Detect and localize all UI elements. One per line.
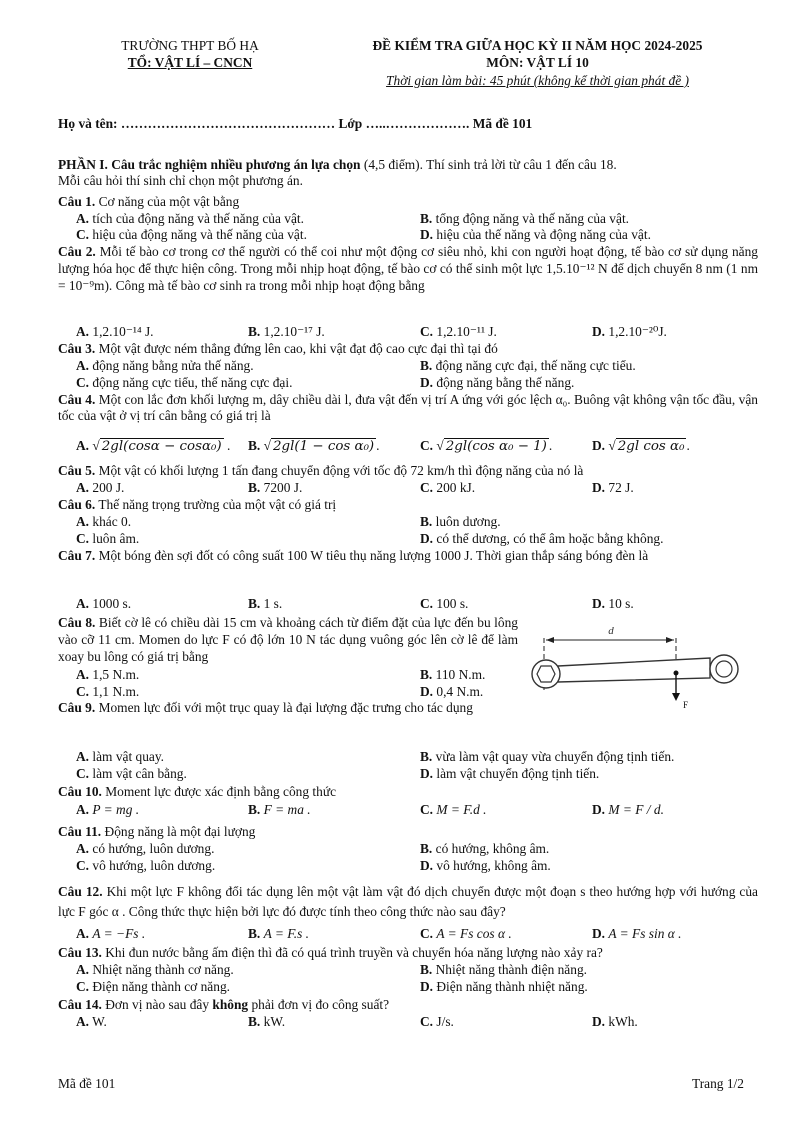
exam-time-text: Thời gian làm bài: 45 phút (không kể thời gian phát đề ) xyxy=(386,73,689,88)
q1-option-a[interactable]: A. tích của động năng và thế năng của vật. xyxy=(76,211,304,226)
question-3: Câu 3. Một vật được ném thẳng đứng lên cao, khi vật đạt độ cao cực đại thì tại đó xyxy=(58,341,498,356)
q8-option-b[interactable]: B. 110 N.m. xyxy=(420,667,486,682)
q3-option-c[interactable]: C. động năng cực tiểu, thế năng cực đại. xyxy=(76,375,293,390)
q9-option-b[interactable]: B. vừa làm vật quay vừa chuyển động tịnh tiến. xyxy=(420,749,675,764)
question-7: Câu 7. Một bóng đèn sợi đốt có công suất 100 W tiêu thụ năng lượng 1000 J. Thời gian thắp sáng bóng đèn là xyxy=(58,548,649,563)
q4-option-b[interactable]: B. √ 2gl(1 − cos α₀) . xyxy=(248,438,380,454)
q11-option-d[interactable]: D. vô hướng, không âm. xyxy=(420,858,551,873)
q5-option-c[interactable]: C. 200 kJ. xyxy=(420,480,476,495)
q2-option-b[interactable]: B. 1,2.10⁻¹⁷ J. xyxy=(248,324,325,339)
part-intro-rest: (4,5 điểm). Thí sinh trả lời từ câu 1 đến câu 18. xyxy=(360,157,617,172)
q7-option-d[interactable]: D. 10 s. xyxy=(592,596,634,611)
q10-option-a[interactable]: A. P = mg . xyxy=(76,802,140,817)
q11-option-b[interactable]: B. có hướng, không âm. xyxy=(420,841,550,856)
q13-option-c[interactable]: C. Điện năng thành cơ năng. xyxy=(76,979,230,994)
question-4: Câu 4. Một con lắc đơn khối lượng m, dây chiều dài l, đưa vật đến vị trí A ứng với góc lệch α₀. Buông vật không vận tốc đầu, vận tốc của vật ở vị trí cân bằng có giá trị là xyxy=(58,392,758,423)
question-1: Câu 1. Cơ năng của một vật bằng xyxy=(58,194,240,209)
question-9: Câu 9. Momen lực đối với một trục quay là đại lượng đặc trưng cho tác dụng xyxy=(58,700,473,715)
question-5: Câu 5. Một vật có khối lượng 1 tấn đang chuyển động với tốc độ 72 km/h thì động năng của nó là xyxy=(58,463,584,478)
q9-option-c[interactable]: C. làm vật cân bằng. xyxy=(76,766,187,781)
q5-option-d[interactable]: D. 72 J. xyxy=(592,480,634,495)
q8-option-a[interactable]: A. 1,5 N.m. xyxy=(76,667,140,682)
exam-time xyxy=(320,73,755,89)
q7-option-b[interactable]: B. 1 s. xyxy=(248,596,283,611)
part-title: PHẦN I. Câu trắc nghiệm nhiều phương án lựa chọn xyxy=(58,157,361,172)
q14-option-d[interactable]: D. kWh. xyxy=(592,1014,638,1029)
exam-title: ĐỀ KIỂM TRA GIỮA HỌC KỲ II NĂM HỌC 2024-2025 xyxy=(372,38,703,53)
wrench-figure xyxy=(528,618,746,710)
q5-option-b[interactable]: B. 7200 J. xyxy=(248,480,303,495)
q12-option-b[interactable]: B. A = F.s . xyxy=(248,926,310,941)
q4-option-d[interactable]: D. √ 2gl cos α₀ . xyxy=(592,438,690,454)
q14-option-c[interactable]: C. J/s. xyxy=(420,1014,454,1029)
q6-option-a[interactable]: A. khác 0. xyxy=(76,514,132,529)
q3-option-a[interactable]: A. động năng bằng nửa thế năng. xyxy=(76,358,254,373)
part-intro-line2: Mỗi câu hỏi thí sinh chỉ chọn một phương án. xyxy=(58,173,303,188)
q2-option-c[interactable]: C. 1,2.10⁻¹¹ J. xyxy=(420,324,497,339)
q6-option-d[interactable]: D. có thể dương, có thể âm hoặc bằng không. xyxy=(420,531,664,546)
school-name: TRƯỜNG THPT BỐ HẠ xyxy=(121,38,259,53)
bolt-icon xyxy=(537,666,555,682)
subject: MÔN: VẬT LÍ 10 xyxy=(486,55,589,70)
q7-option-c[interactable]: C. 100 s. xyxy=(420,596,469,611)
q13-option-d[interactable]: D. Điện năng thành nhiệt năng. xyxy=(420,979,588,994)
question-10: Câu 10. Moment lực được xác định bằng công thức xyxy=(58,784,337,799)
q2-option-a[interactable]: A. 1,2.10⁻¹⁴ J. xyxy=(76,324,154,339)
q1-option-c[interactable]: C. hiệu của động năng và thế năng của vật. xyxy=(76,227,307,242)
q6-option-b[interactable]: B. luôn dương. xyxy=(420,514,501,529)
question-12: Câu 12. Khi một lực F không đổi tác dụng lên một vật làm vật đó dịch chuyển được một đoạn s theo hướng hợp với hướng của lực F góc α . Công thức thực hiện bởi lực đó được tính theo công thức nào sau đây? xyxy=(58,884,758,919)
q10-option-c[interactable]: C. M = F.d . xyxy=(420,802,487,817)
q14-option-a[interactable]: A. W. xyxy=(76,1014,107,1029)
q7-option-a[interactable]: A. 1000 s. xyxy=(76,596,132,611)
q9-option-d[interactable]: D. làm vật chuyển động tịnh tiến. xyxy=(420,766,600,781)
q4-option-c[interactable]: C. √ 2gl(cos α₀ − 1) . xyxy=(420,438,553,454)
q8-option-c[interactable]: C. 1,1 N.m. xyxy=(76,684,140,699)
force-label: F xyxy=(683,700,689,710)
q12-option-c[interactable]: C. A = Fs cos α . xyxy=(420,926,512,941)
q13-option-b[interactable]: B. Nhiệt năng thành điện năng. xyxy=(420,962,587,977)
q10-option-b[interactable]: B. F = ma . xyxy=(248,802,311,817)
question-14: Câu 14. Đơn vị nào sau đây không phải đơn vị đo công suất? xyxy=(58,997,390,1012)
q13-option-a[interactable]: A. Nhiệt năng thành cơ năng. xyxy=(76,962,234,977)
q14-option-b[interactable]: B. kW. xyxy=(248,1014,286,1029)
q1-option-d[interactable]: D. hiệu của thế năng và động năng của vật. xyxy=(420,227,651,242)
question-13: Câu 13. Khi đun nước bằng ấm điện thì đã có quá trình truyền và chuyển hóa năng lượng nào xảy ra? xyxy=(58,945,603,960)
q12-option-d[interactable]: D. A = Fs sin α . xyxy=(592,926,682,941)
question-2: Câu 2. Mỗi tế bào cơ trong cơ thể người có thể coi như một động cơ siêu nhỏ, khi con người hoạt động, tế bào cơ sử dụng năng lượng hóa học để thực hiện công. Trong mỗi nhịp hoạt động, tế bào cơ có thể sinh một lực 1,5.10⁻¹² N để dịch chuyển 8 nm (1 nm = 10⁻⁹m). Công mà tế bào cơ sinh ra trong mỗi nhịp hoạt động bằng xyxy=(58,244,758,293)
dim-label: d xyxy=(608,625,614,637)
department xyxy=(60,55,320,71)
q8-option-d[interactable]: D. 0,4 N.m. xyxy=(420,684,484,699)
footer-page-number: Trang 1/2 xyxy=(692,1076,744,1091)
department-label: TỔ: VẬT LÍ – CNCN xyxy=(127,55,253,70)
q3-option-b[interactable]: B. động năng cực đại, thế năng cực tiểu. xyxy=(420,358,636,373)
question-11: Câu 11. Động năng là một đại lượng xyxy=(58,824,256,839)
q9-option-a[interactable]: A. làm vật quay. xyxy=(76,749,165,764)
q10-option-d[interactable]: D. M = F / d. xyxy=(592,802,664,817)
q6-option-c[interactable]: C. luôn âm. xyxy=(76,531,140,546)
q3-option-d[interactable]: D. động năng bằng thế năng. xyxy=(420,375,575,390)
question-6: Câu 6. Thế năng trọng trường của một vật có giá trị xyxy=(58,497,337,512)
wrench-handle xyxy=(558,658,710,682)
q11-option-c[interactable]: C. vô hướng, luôn dương. xyxy=(76,858,216,873)
student-info-line: Họ và tên: ………………………………………… Lớp …..………………. Mã đề 101 xyxy=(58,116,533,131)
q1-option-b[interactable]: B. tổng động năng và thế năng của vật. xyxy=(420,211,630,226)
part-intro xyxy=(58,157,758,189)
q12-option-a[interactable]: A. A = −Fs . xyxy=(76,926,146,941)
q4-option-a[interactable]: A. √ 2gl(cosα − cosα₀) . xyxy=(76,438,231,454)
question-8: Câu 8. Biết cờ lê có chiều dài 15 cm và khoảng cách từ điểm đặt của lực đến bu lông vào cỡ 11 cm. Momen do lực F có độ lớn 10 N tác dụng vuông góc lên cờ lê để làm xoay bu lông có giá trị bằng xyxy=(58,615,518,664)
q11-option-a[interactable]: A. có hướng, luôn dương. xyxy=(76,841,215,856)
q2-option-d[interactable]: D. 1,2.10⁻²⁰J. xyxy=(592,324,667,339)
q5-option-a[interactable]: A. 200 J. xyxy=(76,480,125,495)
footer-exam-code: Mã đề 101 xyxy=(58,1076,116,1091)
